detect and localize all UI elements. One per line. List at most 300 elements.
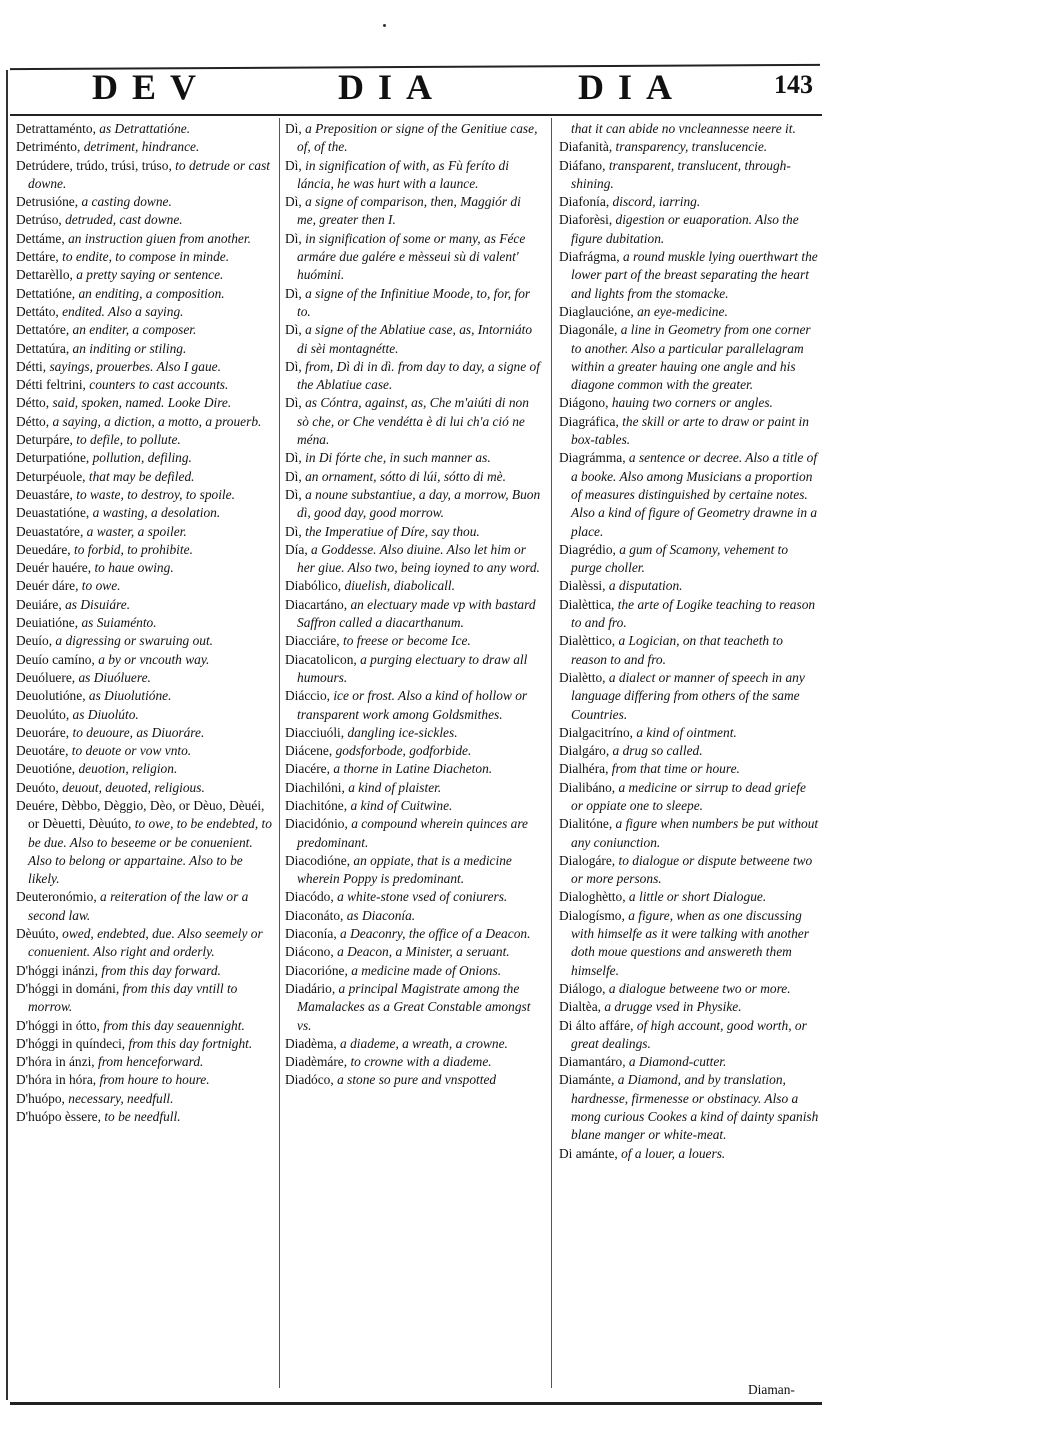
dictionary-entry xyxy=(559,760,819,778)
dictionary-entry xyxy=(285,358,543,395)
headword: Dì, xyxy=(285,450,302,466)
dictionary-entry xyxy=(285,962,543,980)
headword: Diácene, xyxy=(285,743,333,759)
definition: a thorne in Latine Diacheton. xyxy=(329,761,493,777)
headword: Dì, xyxy=(285,230,302,246)
headword: Dialèssi, xyxy=(559,578,606,594)
dictionary-entry xyxy=(16,779,272,797)
definition: a casting downe. xyxy=(78,194,172,210)
dictionary-entry xyxy=(559,669,819,724)
dictionary-entry xyxy=(16,394,272,412)
dictionary-entry xyxy=(16,925,272,962)
definition: a dialogue betweene two or more. xyxy=(605,980,791,996)
headword: Deturpatióne, xyxy=(16,450,90,466)
definition: an eye-medicine. xyxy=(633,303,728,319)
definition: a little or short Dialogue. xyxy=(625,889,767,905)
definition: a noune substantiue, a day, a morrow, Buon dì, good day, good morrow. xyxy=(297,486,541,521)
definition: a Diamond, and by translation, hardnesse, firmenesse or obstinacy. Also a mong curious Cookes a kind of dainty spanish blane manger or white-meat. xyxy=(571,1072,819,1143)
dictionary-entry xyxy=(559,632,819,669)
definition: counters to cast accounts. xyxy=(85,377,229,393)
dictionary-entry xyxy=(559,596,819,633)
headword: Deuastáre, xyxy=(16,486,73,502)
headword: Diagrédio, xyxy=(559,541,616,557)
column-1 xyxy=(16,120,272,1126)
headword: Deuastatóre, xyxy=(16,523,84,539)
dictionary-entry xyxy=(285,157,543,194)
headword: Diafrágma, xyxy=(559,249,620,265)
headword: Dialèttica, xyxy=(559,596,615,612)
headword: Deuér hauére, xyxy=(16,560,92,576)
headword: Diaforèsi, xyxy=(559,212,613,228)
headword: Deuére, Dèbbo, Dèggio, Dèo, or Dèuo, Dèuéi, or Dèuetti, Dèuúto, xyxy=(16,797,265,832)
dictionary-entry xyxy=(285,742,543,760)
definition: a Preposition or signe of the Genitiue case, of, of the. xyxy=(297,121,538,155)
definition: an instruction giuen from another. xyxy=(64,230,251,246)
dictionary-entry xyxy=(16,413,272,431)
definition: detruded, cast downe. xyxy=(61,212,183,228)
headword: Diacidónio, xyxy=(285,816,348,832)
headword: Dèuúto, xyxy=(16,926,59,942)
definition: of a louer, a louers. xyxy=(617,1145,726,1161)
definition: a disputation. xyxy=(605,578,683,594)
definition: an electuary made vp with bastard Saffron called a diacarthanum. xyxy=(297,596,536,631)
dictionary-entry xyxy=(16,651,272,669)
headword: Diaglaucióne, xyxy=(559,303,634,319)
page-number: 143 xyxy=(774,70,813,99)
headword: Dì, xyxy=(285,285,302,301)
headword: Dialgáro, xyxy=(559,743,610,759)
dictionary-entry xyxy=(559,1145,819,1163)
dictionary-entry xyxy=(285,907,543,925)
definition: from this day seauennight. xyxy=(99,1017,245,1033)
definition: a drug so called. xyxy=(609,743,703,759)
definition: that may be defiled. xyxy=(85,468,195,484)
definition: the arte of Logike teaching to reason to and fro. xyxy=(571,596,816,631)
dictionary-entry xyxy=(285,541,543,578)
headword: Dettarèllo, xyxy=(16,267,73,283)
dictionary-entry xyxy=(16,632,272,650)
headword: Deuóluere, xyxy=(16,669,76,685)
headword: Dettatóre, xyxy=(16,322,70,338)
headword: Diachilóni, xyxy=(285,779,345,795)
ink-speck xyxy=(383,24,386,27)
definition: a Deacon, a Minister, a seruant. xyxy=(333,944,510,960)
definition: discord, iarring. xyxy=(609,194,701,210)
headword: Diacorióne, xyxy=(285,962,348,978)
definition: a digressing or swaruing out. xyxy=(52,633,214,649)
dictionary-entry xyxy=(559,1053,819,1071)
definition: an enditing, a composition. xyxy=(75,285,225,301)
headword: Dì, xyxy=(285,486,302,502)
definition: to waste, to destroy, to spoile. xyxy=(72,486,235,502)
definition: deuout, deuoted, religious. xyxy=(58,779,205,795)
definition: a sentence or decree. Also a title of a booke. Also among Musicians a proportion of measures distinguished by certaine notes. Also a kind of figure of Geometry drawne in a place. xyxy=(571,450,818,539)
dictionary-entry xyxy=(285,815,543,852)
dictionary-entry xyxy=(16,321,272,339)
dictionary-entry xyxy=(16,358,272,376)
dictionary-entry xyxy=(285,486,543,523)
dictionary-entry xyxy=(559,907,819,980)
dictionary-entry xyxy=(285,1053,543,1071)
dictionary-entry xyxy=(559,888,819,906)
dictionary-entry xyxy=(285,852,543,889)
left-rule xyxy=(6,70,8,1400)
headword: D'hóggi in dománi, xyxy=(16,980,120,996)
dictionary-entry xyxy=(16,797,272,888)
headword: Diadèmáre, xyxy=(285,1054,348,1070)
dictionary-entry xyxy=(16,980,272,1017)
headword: Dialtèa, xyxy=(559,999,602,1015)
definition: to detrude or cast downe. xyxy=(28,157,271,191)
headword: Dì, xyxy=(285,468,302,484)
headword: Dialogísmo, xyxy=(559,907,625,923)
dictionary-entry xyxy=(16,138,272,156)
definition: to endite, to compose in minde. xyxy=(58,249,230,265)
definition: necessary, needfull. xyxy=(64,1090,174,1106)
headword: Diácono, xyxy=(285,944,334,960)
headword: Détti feltrini, xyxy=(16,377,86,393)
dictionary-entry xyxy=(559,120,819,138)
dictionary-entry xyxy=(285,230,543,285)
dictionary-entry xyxy=(16,120,272,138)
dictionary-entry xyxy=(559,779,819,816)
headword: Deuolutióne, xyxy=(16,688,86,704)
definition: a Goddesse. Also diuine. Also let him or her giue. Also two, being ioyned to any word. xyxy=(297,541,540,576)
headword: Diabólico, xyxy=(285,578,342,594)
definition: godsforbode, godforbide. xyxy=(332,743,472,759)
headword: Diadário, xyxy=(285,980,336,996)
definition: from this day forward. xyxy=(98,962,221,978)
headword: Détti, xyxy=(16,358,47,374)
headword: Diamánte, xyxy=(559,1072,615,1088)
definition: from houre to houre. xyxy=(96,1072,210,1088)
headword: Dì, xyxy=(285,194,302,210)
definition: a signe of comparison, then, Maggiór di me, greater then I. xyxy=(297,194,521,228)
definition: the Imperatiue of Díre, say thou. xyxy=(301,523,480,539)
dictionary-entry xyxy=(16,193,272,211)
headword: Diafonía, xyxy=(559,194,610,210)
headword: D'hóggi inánzi, xyxy=(16,962,98,978)
definition: the skill or arte to draw or paint in box-tables. xyxy=(571,413,809,448)
definition: hauing two corners or angles. xyxy=(608,395,773,411)
dictionary-entry xyxy=(285,321,543,358)
dictionary-entry xyxy=(285,925,543,943)
dictionary-entry xyxy=(16,504,272,522)
running-head-middle: DIA xyxy=(338,67,447,107)
definition: to be needfull. xyxy=(100,1109,181,1125)
definition: a purging electuary to draw all humours. xyxy=(297,651,528,685)
headword: Diagráfica, xyxy=(559,413,619,429)
definition: a kind of Cuitwine. xyxy=(347,797,453,813)
headword: Dettatúra, xyxy=(16,340,70,356)
headword: Diamantáro, xyxy=(559,1054,626,1070)
headword: Deuotióne, xyxy=(16,761,76,777)
headword: Detrusióne, xyxy=(16,194,79,210)
headword: Deturpéuole, xyxy=(16,468,86,484)
column-3 xyxy=(559,120,819,1163)
dictionary-entry xyxy=(285,760,543,778)
definition: a signe of the Infinitiue Moode, to, for, for to. xyxy=(297,285,531,319)
headword: Dialhéra, xyxy=(559,761,609,777)
dictionary-entry xyxy=(16,888,272,925)
definition: diuelish, diabolicall. xyxy=(341,578,455,594)
headword: D'hóra in ánzi, xyxy=(16,1054,95,1070)
dictionary-entry xyxy=(559,724,819,742)
headword: Deuedáre, xyxy=(16,541,71,557)
dictionary-entry xyxy=(16,1017,272,1035)
definition: a by or vncouth way. xyxy=(94,651,210,667)
dictionary-entry xyxy=(559,980,819,998)
headword: Dì, xyxy=(285,322,302,338)
definition: as Diuolutióne. xyxy=(85,688,172,704)
definition: as Suiaménto. xyxy=(78,615,157,631)
dictionary-entry xyxy=(16,962,272,980)
definition: to defile, to pollute. xyxy=(72,432,181,448)
dictionary-entry xyxy=(16,724,272,742)
dictionary-entry xyxy=(16,340,272,358)
dictionary-entry xyxy=(559,541,819,578)
headword: Deturpáre, xyxy=(16,432,73,448)
column-2 xyxy=(285,120,543,1090)
definition: ice or frost. Also a kind of hollow or transparent work among Goldsmithes. xyxy=(297,688,528,722)
headword: Deuteronómio, xyxy=(16,889,97,905)
definition: as Detrattatióne. xyxy=(95,121,191,136)
dictionary-entry xyxy=(559,1017,819,1054)
definition: from, Dì di in dì. from day to day, a signe of the Ablatiue case. xyxy=(297,358,540,393)
headword: Deuiáre, xyxy=(16,596,62,612)
dictionary-entry xyxy=(285,285,543,322)
dictionary-entry xyxy=(285,577,543,595)
dictionary-entry xyxy=(559,303,819,321)
headword: Detriménto, xyxy=(16,139,81,155)
dictionary-entry xyxy=(285,724,543,742)
dictionary-entry xyxy=(16,559,272,577)
dictionary-entry xyxy=(16,577,272,595)
definition: transparency, translucencie. xyxy=(612,139,768,155)
headword: Deuér dáre, xyxy=(16,578,79,594)
dictionary-entry xyxy=(285,1035,543,1053)
definition: endited. Also a saying. xyxy=(58,303,184,319)
dictionary-entry xyxy=(559,742,819,760)
headword: Dì, xyxy=(285,358,302,374)
dictionary-entry xyxy=(559,193,819,211)
dictionary-entry xyxy=(559,815,819,852)
definition: to dialogue or dispute betweene two or more persons. xyxy=(571,852,813,887)
definition: an inditing or stiling. xyxy=(69,340,187,356)
headword: Dettatióne, xyxy=(16,285,76,301)
column-separator xyxy=(551,118,552,1388)
dictionary-entry xyxy=(16,1090,272,1108)
headword: Detrúdere, trúdo, trúsi, trúso, xyxy=(16,157,172,173)
headword: Dialogáre, xyxy=(559,852,616,868)
dictionary-entry xyxy=(285,797,543,815)
definition: a kind of plaister. xyxy=(344,779,442,795)
definition: to deuote or vow vnto. xyxy=(68,743,192,759)
definition: to haue owing. xyxy=(91,560,174,576)
definition: a wasting, a desolation. xyxy=(89,505,221,521)
dictionary-entry xyxy=(559,413,819,450)
definition: a dialect or manner of speech in any language differing from others of the same Countries. xyxy=(571,669,805,722)
definition: a figure when numbers be put without any coniunction. xyxy=(571,816,819,850)
dictionary-entry xyxy=(16,614,272,632)
dictionary-entry xyxy=(16,230,272,248)
definition: from this day fortnight. xyxy=(125,1035,253,1051)
definition: a kind of ointment. xyxy=(633,724,737,740)
definition: a Logician, on that teacheth to reason to and fro. xyxy=(571,633,783,667)
dictionary-entry xyxy=(285,888,543,906)
dictionary-entry xyxy=(559,449,819,540)
definition: deuotion, religion. xyxy=(75,761,178,777)
headword: Diáccio, xyxy=(285,688,330,704)
headword: Dì, xyxy=(285,121,302,136)
headword: Deuotáre, xyxy=(16,743,69,759)
definition: from that time or houre. xyxy=(608,761,740,777)
headword: Detrúso, xyxy=(16,212,62,228)
headword: D'hóggi in ótto, xyxy=(16,1017,100,1033)
definition: dangling ice-sickles. xyxy=(344,724,458,740)
headword: Di amánte, xyxy=(559,1145,618,1161)
definition: of high account, good worth, or great dealings. xyxy=(571,1017,807,1051)
definition: as Cóntra, against, as, Che m'aiúti di non sò che, or Che vendétta è di lui ch'a ció ne ména. xyxy=(297,395,529,448)
headword: Deuiatióne, xyxy=(16,615,79,631)
definition: as Diuóluere. xyxy=(75,669,151,685)
headword: Diacciáre, xyxy=(285,633,340,649)
dictionary-entry xyxy=(285,468,543,486)
headword: Diacódo, xyxy=(285,889,334,905)
dictionary-entry xyxy=(16,266,272,284)
definition: as Disuiáre. xyxy=(61,596,131,612)
dictionary-entry xyxy=(285,651,543,688)
definition: a stone so pure and vnspotted xyxy=(333,1072,497,1088)
dictionary-entry xyxy=(285,1071,543,1089)
dictionary-entry xyxy=(285,596,543,633)
headword: Deuío camíno, xyxy=(16,651,95,667)
header-rule xyxy=(10,114,822,116)
headword: Dì, xyxy=(285,157,302,173)
headword: Dettáto, xyxy=(16,303,59,319)
headword: Diacciuóli, xyxy=(285,724,345,740)
definition: a Diamond-cutter. xyxy=(625,1054,727,1070)
dictionary-entry xyxy=(285,120,543,157)
definition: digestion or euaporation. Also the figure dubitation. xyxy=(571,212,799,246)
headword: Di álto affáre, xyxy=(559,1017,634,1033)
dictionary-entry xyxy=(559,248,819,303)
dictionary-entry xyxy=(559,852,819,889)
headword: D'huópo, xyxy=(16,1090,65,1106)
headword: Diacodióne, xyxy=(285,852,351,868)
dictionary-entry xyxy=(16,486,272,504)
dictionary-entry xyxy=(16,541,272,559)
dictionary-entry xyxy=(16,157,272,194)
dictionary-entry xyxy=(16,431,272,449)
headword: D'huópo èssere, xyxy=(16,1109,101,1125)
headword: D'hóra in hóra, xyxy=(16,1072,97,1088)
dictionary-entry xyxy=(16,669,272,687)
dictionary-entry xyxy=(285,632,543,650)
headword: Deuoráre, xyxy=(16,724,70,740)
definition: a drugge vsed in Physike. xyxy=(601,999,742,1015)
dictionary-entry xyxy=(285,449,543,467)
definition: a waster, a spoiler. xyxy=(83,523,187,539)
dictionary-entry xyxy=(16,211,272,229)
headword: Deuío, xyxy=(16,633,53,649)
definition: said, spoken, named. Looke Dire. xyxy=(49,395,232,411)
headword: Diachitóne, xyxy=(285,797,348,813)
headword: Dialgacitríno, xyxy=(559,724,633,740)
headword: D'hóggi in quíndeci, xyxy=(16,1035,126,1051)
dictionary-entry xyxy=(16,1035,272,1053)
definition: a white-stone vsed of coniurers. xyxy=(333,889,508,905)
definition: to forbid, to prohibite. xyxy=(70,541,193,557)
definition: from this day vntill to morrow. xyxy=(28,980,238,1015)
headword: Diacartáno, xyxy=(285,596,348,612)
column-separator xyxy=(279,118,280,1388)
definition: owed, endebted, due. Also seemely or conuenient. Also right and orderly. xyxy=(28,926,263,960)
dictionary-entry xyxy=(559,394,819,412)
headword: Diadóco, xyxy=(285,1072,334,1088)
dictionary-entry xyxy=(285,523,543,541)
dictionary-entry xyxy=(16,248,272,266)
headword: Dì, xyxy=(285,395,302,411)
dictionary-entry xyxy=(16,468,272,486)
dictionary-entry xyxy=(16,1053,272,1071)
headword: Diafanità, xyxy=(559,139,613,155)
headword: Détto, xyxy=(16,413,50,429)
definition: a saying, a diction, a motto, a prouerb. xyxy=(49,413,262,429)
headword: Diacatolicon, xyxy=(285,651,357,667)
dictionary-entry xyxy=(16,742,272,760)
dictionary-entry xyxy=(559,211,819,248)
headword: Diacére, xyxy=(285,761,330,777)
definition: detriment, hindrance. xyxy=(80,139,200,155)
definition: that it can abide no vncleannesse neere it. xyxy=(571,121,796,136)
definition: a line in Geometry from one corner to another. Also a particular parallelagram within a greater hauing one angle and his diagone common with the greater. xyxy=(571,322,811,393)
definition: a signe of the Ablatiue case, as, Intorniáto di sèi montagnétte. xyxy=(297,322,533,356)
definition: to freese or become Ice. xyxy=(339,633,471,649)
dictionary-entry xyxy=(285,943,543,961)
running-head-left: DEV xyxy=(92,67,211,107)
dictionary-entry xyxy=(559,157,819,194)
definition: a compound wherein quinces are predominant. xyxy=(297,816,528,850)
dictionary-entry xyxy=(16,596,272,614)
headword: Dettáme, xyxy=(16,230,65,246)
dictionary-entry xyxy=(16,523,272,541)
headword: Diadèma, xyxy=(285,1035,337,1051)
headword: Diagonále, xyxy=(559,322,618,338)
dictionary-entry xyxy=(16,706,272,724)
definition: a Deaconry, the office of a Deacon. xyxy=(336,926,531,942)
definition: to crowne with a diademe. xyxy=(347,1054,492,1070)
dictionary-entry xyxy=(285,687,543,724)
headword: Diálogo, xyxy=(559,980,606,996)
definition: a medicine or sirrup to dead griefe or oppiate one to sleepe. xyxy=(571,779,806,813)
headword: Detrattaménto, xyxy=(16,121,96,136)
headword: Diáfano, xyxy=(559,157,606,173)
definition: in signification of some or many, as Féce armáre due galére e mèsseui sù di valent' huómini. xyxy=(297,230,526,283)
headword: Diágono, xyxy=(559,395,609,411)
headword: Dialibáno, xyxy=(559,779,616,795)
definition: a pretty saying or sentence. xyxy=(72,267,224,283)
dictionary-entry xyxy=(559,321,819,394)
definition: sayings, prouerbes. Also I gaue. xyxy=(46,358,221,374)
headword: Diagrámma, xyxy=(559,450,626,466)
headword: Deuolúto, xyxy=(16,706,70,722)
definition: as Diaconía. xyxy=(343,907,416,923)
headword: Dialoghètto, xyxy=(559,889,626,905)
dictionary-entry xyxy=(16,1108,272,1126)
headword: Dialètto, xyxy=(559,669,606,685)
headword: Deuóto, xyxy=(16,779,59,795)
